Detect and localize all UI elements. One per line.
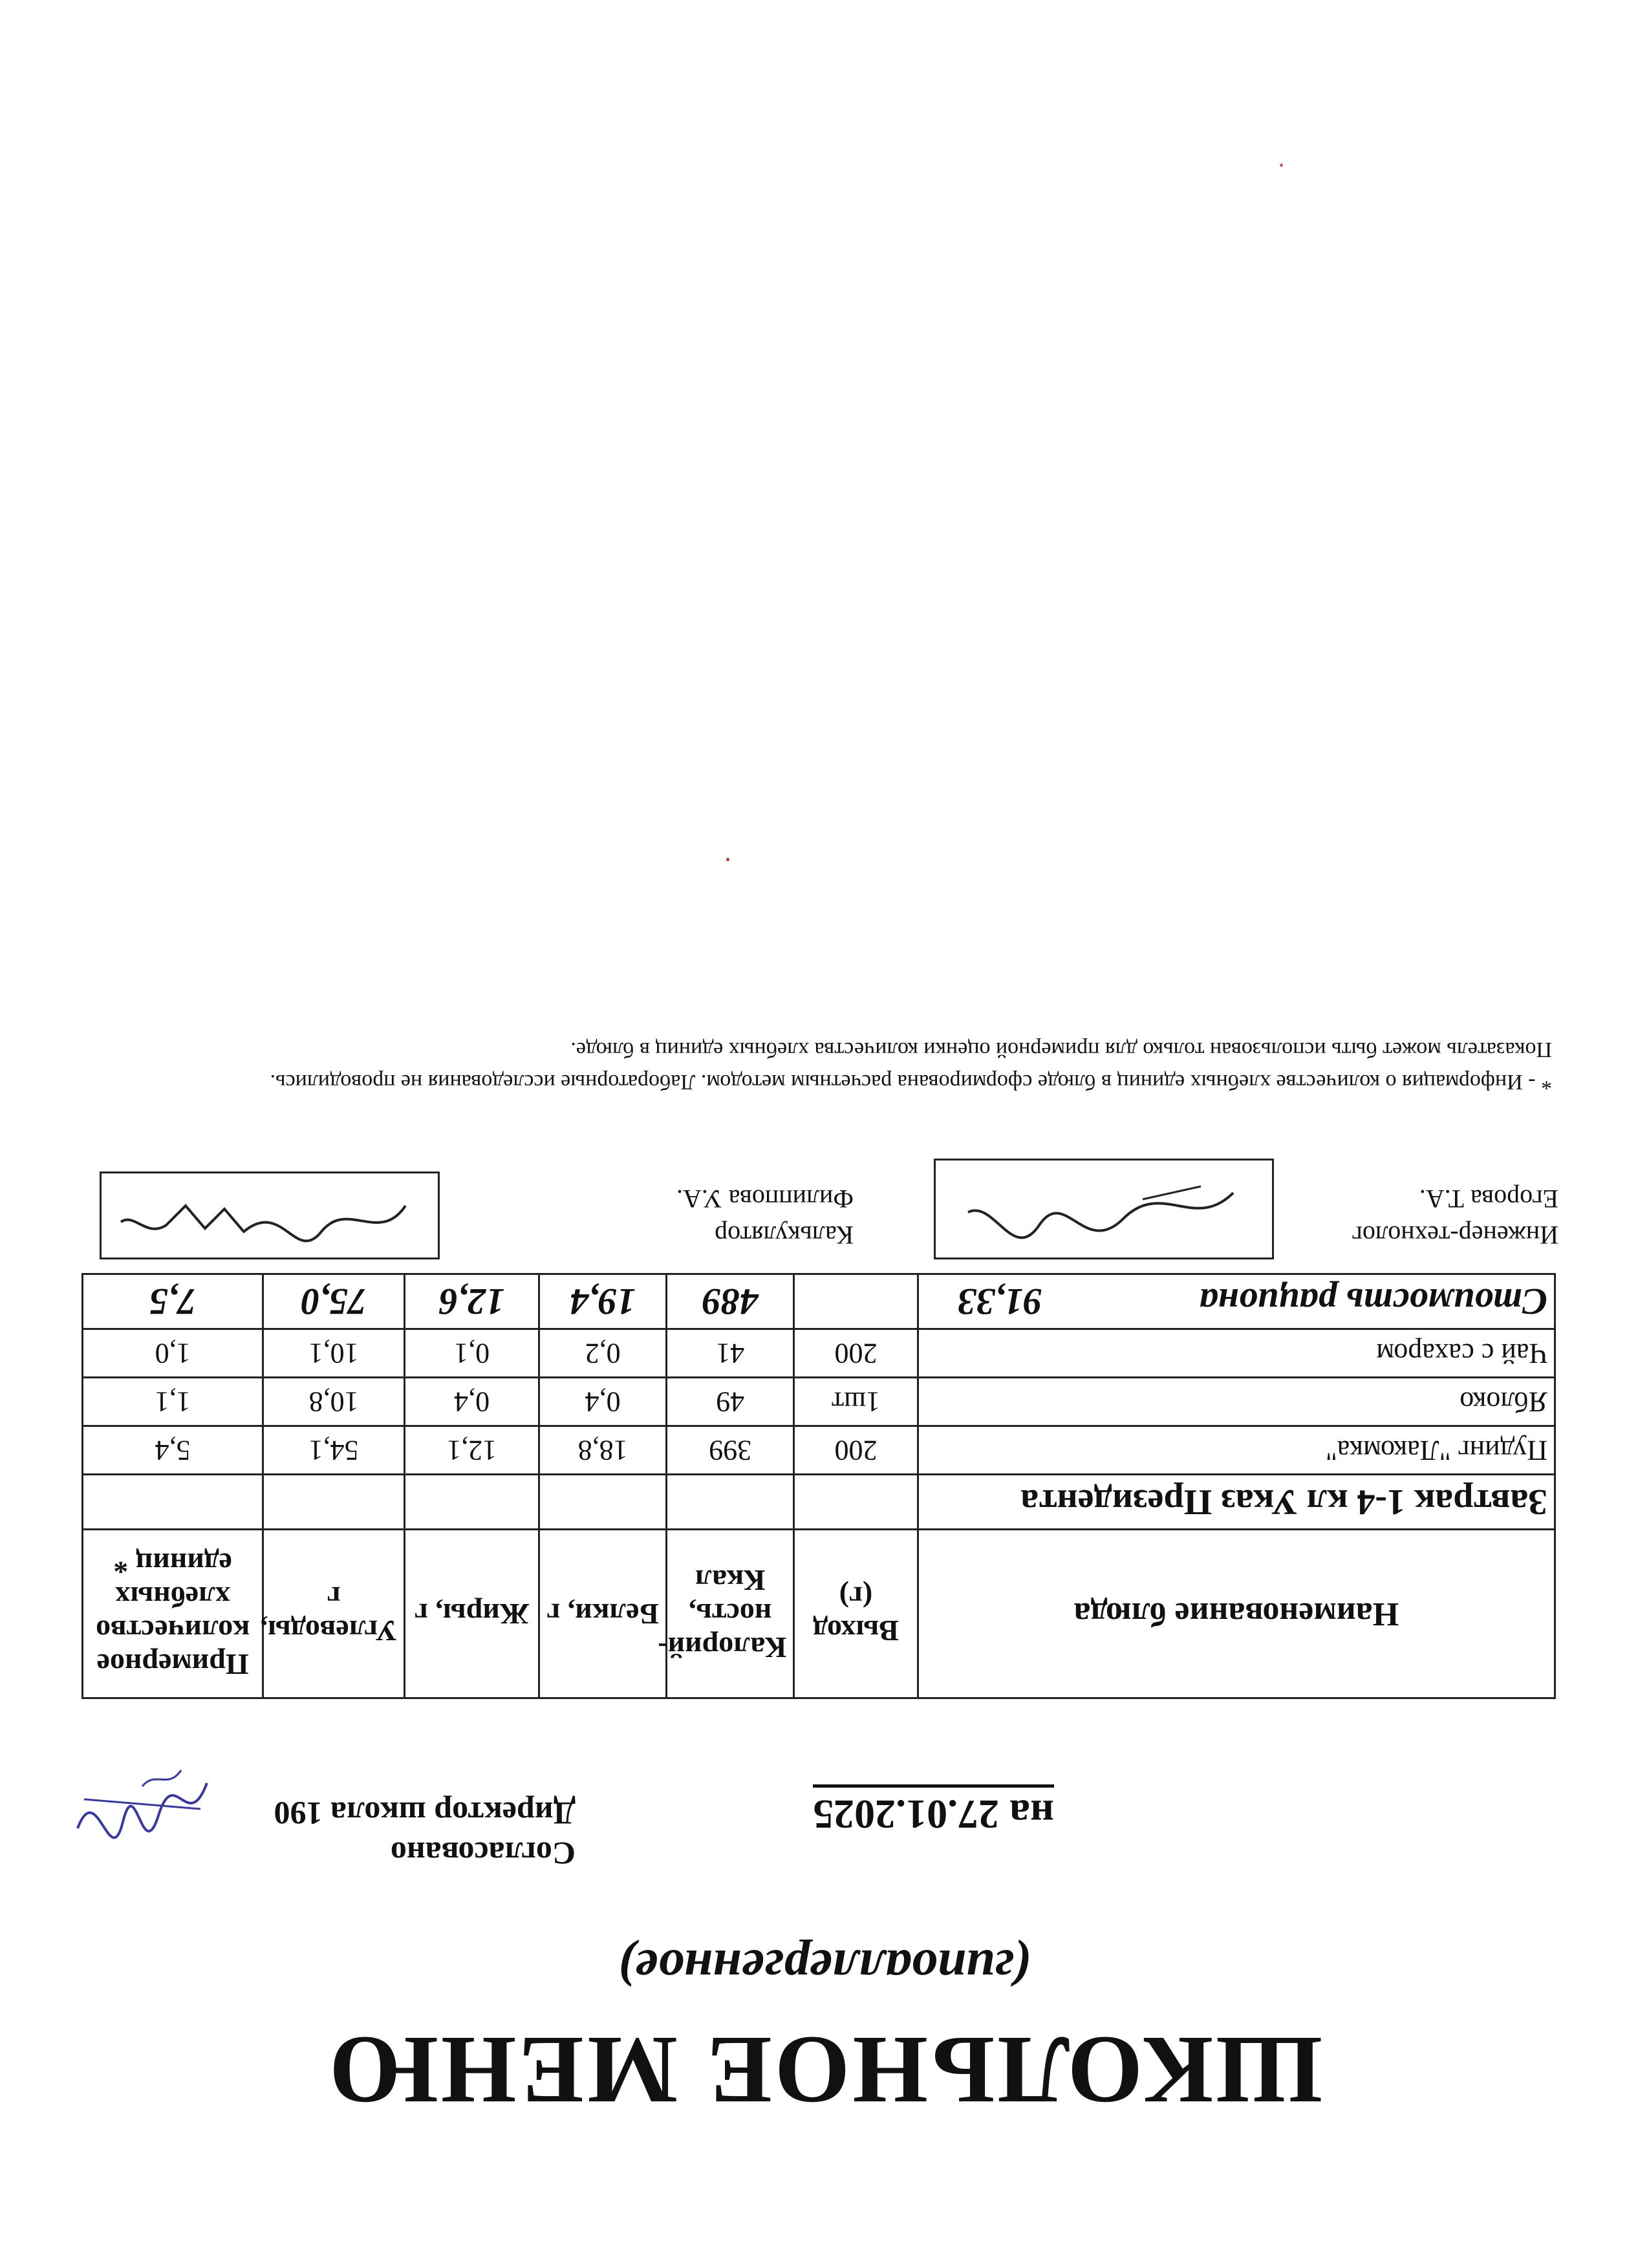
total-bread-units: 7,5: [83, 1274, 263, 1329]
header-dish-name: Наименование блюда: [918, 1530, 1555, 1698]
dish-proteins: 0,2: [539, 1329, 667, 1378]
header-calories: Калорий-ность, Ккал: [667, 1530, 794, 1698]
dish-bread-units: 5,4: [83, 1426, 263, 1475]
page-title: ШКОЛЬНОЕ МЕНЮ: [327, 2017, 1322, 2124]
meal-title: Завтрак 1-4 кл Указ Президента: [918, 1475, 1555, 1530]
engineer-signature: [940, 1164, 1272, 1257]
engineer-label: [1352, 1181, 1558, 1253]
header-fats: Жиры, г: [405, 1530, 539, 1698]
footnote-line-1: * - Информация о количестве хлебных единиц в блюде сформирована расчетным методом. Лабораторные исследования не проводились.: [270, 1070, 1552, 1094]
table-row: [83, 1329, 1555, 1378]
approval-block: [274, 1793, 576, 1874]
director-signature: [65, 1757, 220, 1848]
engineer-role: Инженер-технолог: [1352, 1221, 1558, 1250]
scan-speck: [1280, 164, 1283, 167]
ration-cost-label: Стоимость рациона: [1199, 1281, 1547, 1323]
total-proteins: 19,4: [539, 1274, 667, 1329]
dish-name: Пудинг "Лакомка": [918, 1426, 1555, 1475]
dish-output: 200: [794, 1426, 918, 1475]
menu-date: на 27.01.2025: [813, 1784, 1054, 1838]
footnote: [65, 1033, 1552, 1098]
dish-output: 1шт: [794, 1378, 918, 1426]
dish-name: Яблоко: [918, 1378, 1555, 1426]
dish-fats: 12,1: [405, 1426, 539, 1475]
footnote-line-2: Показатель может быть использован только для примерной оценки количества хлебных единиц в блюде.: [570, 1038, 1552, 1062]
dish-name: Чай с сахаром: [918, 1329, 1555, 1378]
table-row: [83, 1426, 1555, 1475]
calculator-label: [676, 1181, 854, 1253]
calculator-name: Филиппова У.А.: [676, 1184, 854, 1214]
menu-table: [81, 1273, 1556, 1699]
total-calories: 489: [667, 1274, 794, 1329]
header-bread-units: Примерное количество хлебных единиц *: [83, 1530, 263, 1698]
meal-title-row: [83, 1475, 1555, 1530]
dish-proteins: 18,8: [539, 1426, 667, 1475]
total-fats: 12,6: [405, 1274, 539, 1329]
dish-fats: 0,1: [405, 1329, 539, 1378]
total-carbs: 75,0: [263, 1274, 405, 1329]
dish-proteins: 0,4: [539, 1378, 667, 1426]
header-output: Выход (г): [794, 1530, 918, 1698]
dish-carbs: 54,1: [263, 1426, 405, 1475]
dish-calories: 399: [667, 1426, 794, 1475]
ration-cost-value: 91,33: [957, 1281, 1042, 1323]
dish-calories: 41: [667, 1329, 794, 1378]
dish-carbs: 10,8: [263, 1378, 405, 1426]
total-output: [794, 1274, 918, 1329]
calculator-signature: [105, 1177, 438, 1257]
page-subtitle: (гипоаллергенное): [618, 1939, 1031, 1996]
engineer-name: Егорова Т.А.: [1419, 1184, 1558, 1214]
dish-output: 200: [794, 1329, 918, 1378]
dish-calories: 49: [667, 1378, 794, 1426]
director-label: Директор школа 190: [274, 1795, 576, 1832]
table-row: [83, 1378, 1555, 1426]
calculator-signature-box: [100, 1171, 440, 1259]
calculator-role: Калькулятор: [715, 1221, 854, 1250]
ration-cost: [918, 1274, 1555, 1329]
agreed-label: Согласовано: [390, 1835, 576, 1872]
dish-bread-units: 1,1: [83, 1378, 263, 1426]
header-carbs: Углеводы, г: [263, 1530, 405, 1698]
table-header-row: [83, 1530, 1555, 1698]
dish-bread-units: 1,0: [83, 1329, 263, 1378]
scan-speck: [726, 858, 729, 861]
header-proteins: Белки, г: [539, 1530, 667, 1698]
total-row: [83, 1274, 1555, 1329]
dish-carbs: 10,1: [263, 1329, 405, 1378]
engineer-signature-box: [934, 1159, 1274, 1259]
dish-fats: 0,4: [405, 1378, 539, 1426]
